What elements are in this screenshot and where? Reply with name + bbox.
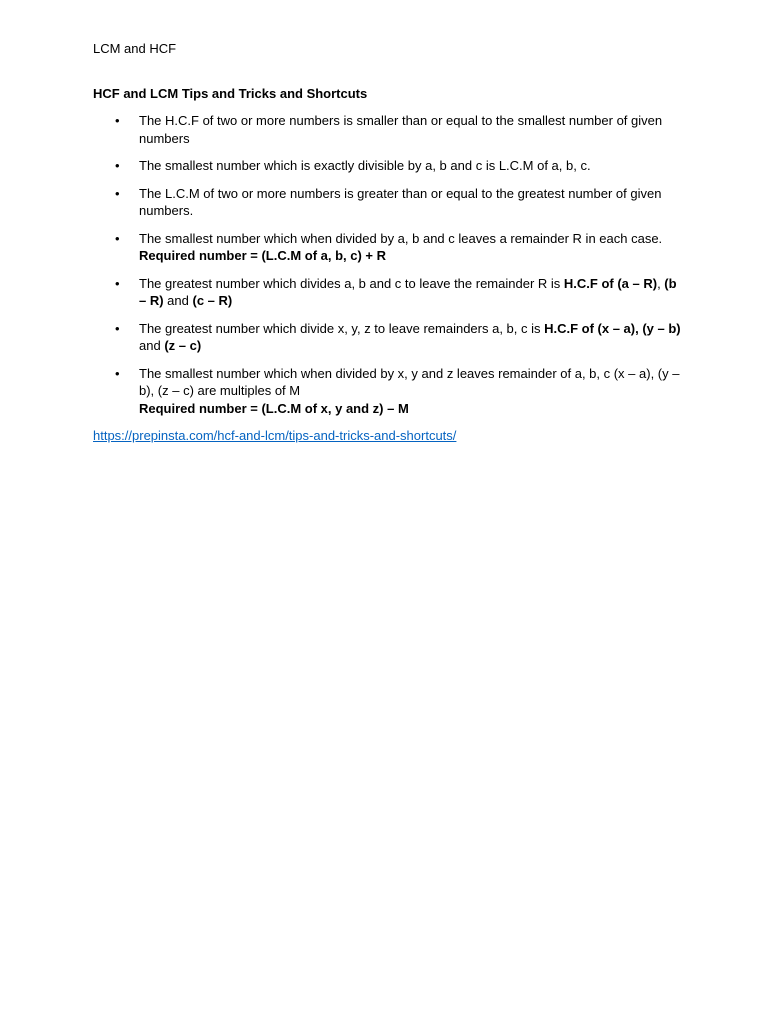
tip-separator: , [657, 275, 665, 291]
tip-text: The smallest number which when divided by x, y and z leaves remainder of a, b, c (x – a), (y – b), (z – c) are multiples of M [139, 365, 680, 398]
document-page [93, 40, 683, 445]
tip-formula: Required number = (L.C.M of x, y and z) – M [139, 400, 409, 416]
tip-text: The L.C.M of two or more numbers is greater than or equal to the greatest number of given numbers. [139, 185, 662, 218]
section-heading: HCF and LCM Tips and Tricks and Shortcuts [93, 85, 368, 101]
tip-formula: (c – R) [192, 293, 233, 308]
tip-text: The greatest number which divides a, b and c to leave the remainder R is [139, 275, 564, 291]
list-item [93, 157, 683, 175]
tips-list [93, 112, 683, 417]
list-item [93, 112, 683, 147]
list-item [93, 185, 683, 220]
tip-formula: (z – c) [164, 338, 202, 353]
tip-text: The H.C.F of two or more numbers is smaller than or equal to the smallest number of given numbers [139, 113, 663, 146]
list-item [93, 320, 683, 355]
source-link[interactable]: https://prepinsta.com/hcf-and-lcm/tips-and-tricks-and-shortcuts/ [93, 428, 457, 443]
tip-formula: (b – R) [139, 275, 677, 308]
tip-text: The smallest number which when divided by a, b and c leaves a remainder R in each case. [139, 230, 663, 246]
tip-formula: H.C.F of (a – R) [563, 275, 658, 291]
list-item [93, 275, 683, 310]
tip-separator: and [139, 338, 165, 353]
tip-formula: H.C.F of (x – a), (y – b) [544, 320, 681, 336]
tip-text: The smallest number which is exactly divisible by a, b and c is L.C.M of a, b, c. [139, 158, 591, 173]
tip-formula: Required number = (L.C.M of a, b, c) + R [139, 248, 387, 263]
list-item [93, 365, 683, 418]
list-item [93, 230, 683, 265]
tip-text: The greatest number which divide x, y, z to leave remainders a, b, c is [139, 320, 545, 336]
document-title: LCM and HCF [93, 41, 177, 56]
tip-separator: and [163, 293, 193, 308]
